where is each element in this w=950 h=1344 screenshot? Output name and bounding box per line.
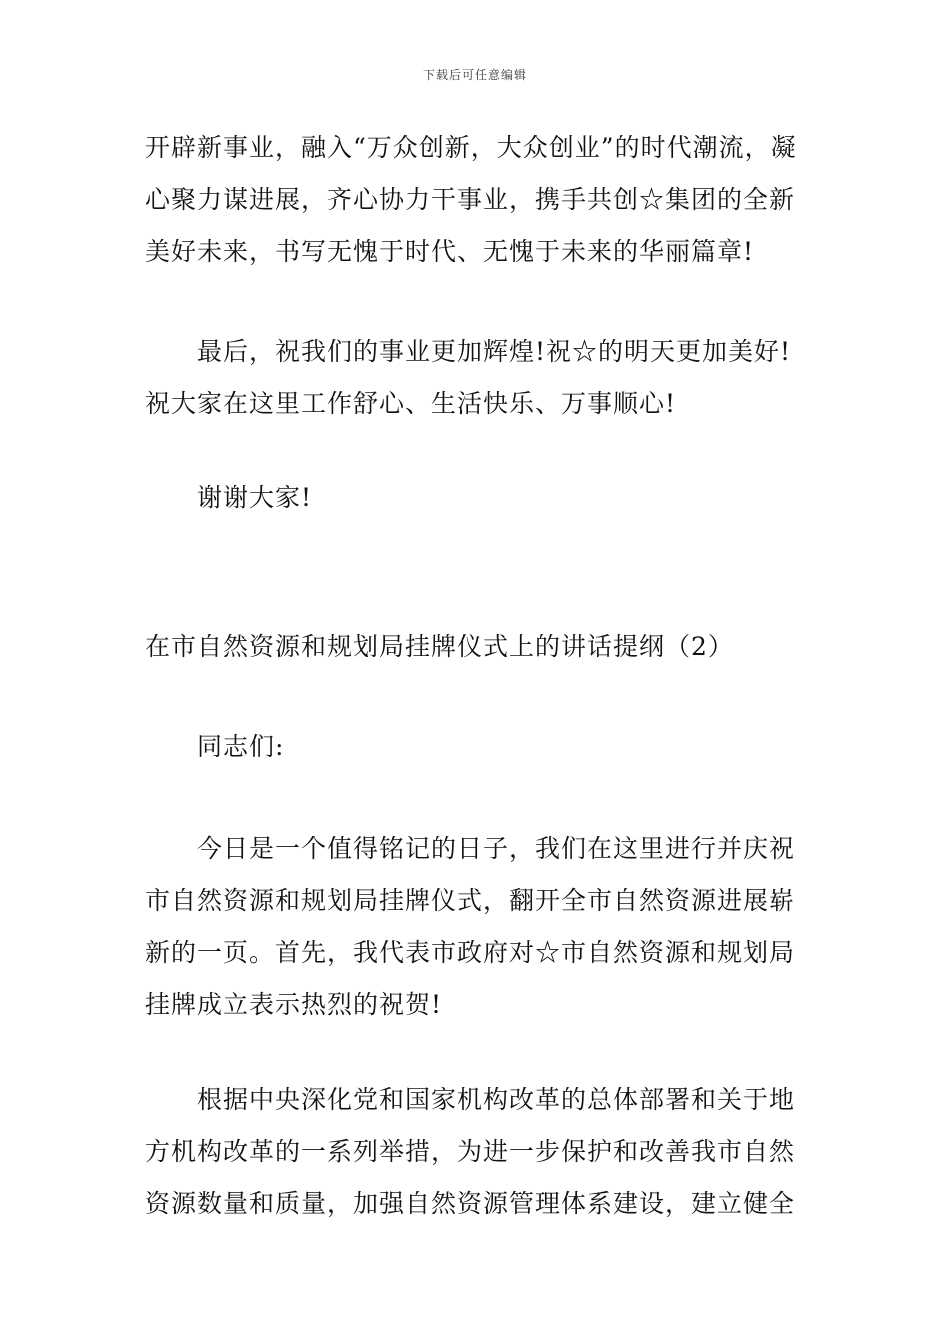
header-note: 下载后可任意编辑 bbox=[422, 68, 527, 82]
paragraph-continuation: 开辟新事业，融入“万众创新，大众创业”的时代潮流，凝心聚力谋进展，齐心协力干事业，携手共创☆集团的全新美好未来，书写无愧于时代、无愧于未来的华丽篇章! bbox=[145, 133, 797, 266]
section-title: 在市自然资源和规划局挂牌仪式上的讲话提纲（2） bbox=[145, 632, 734, 661]
paragraph-background: 根据中央深化党和国家机构改革的总体部署和关于地方机构改革的一系列举措，为进一步保护和改善我市自然资源数量和质量，加强自然资源管理体系建设，建立健全 bbox=[145, 1085, 796, 1218]
paragraph-salutation: 同志们: bbox=[197, 732, 285, 761]
paragraph-opening: 今日是一个值得铭记的日子，我们在这里进行并庆祝市自然资源和规划局挂牌仪式，翻开全市自然资源进展崭新的一页。首先，我代表市政府对☆市自然资源和规划局挂牌成立表示热烈的祝贺! bbox=[145, 834, 796, 1019]
paragraph-thanks: 谢谢大家! bbox=[197, 483, 313, 512]
paragraph-closing-wishes: 最后，祝我们的事业更加辉煌!祝☆的明天更加美好!祝大家在这里工作舒心、生活快乐、万事顺心! bbox=[145, 337, 792, 418]
